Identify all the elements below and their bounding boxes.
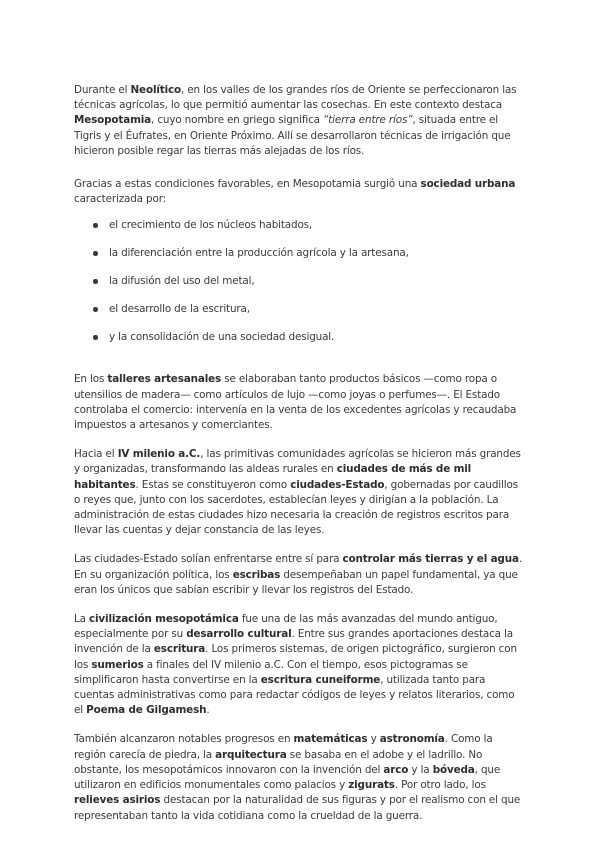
text: . Estas se constituyeron como (135, 478, 291, 491)
bold-term: Mesopotamia (74, 114, 152, 127)
bold-term: sumerios (91, 658, 144, 671)
bold-term: arquitectura (215, 748, 287, 761)
text: , en los valles de los grandes ríos de Oriente se perfeccionaron las técnicas agrícolas, lo que permitió aumentar las cosechas. En este contexto destaca (74, 84, 517, 112)
text: . En su organización política, los (74, 553, 522, 581)
bold-term: escritura (153, 643, 206, 656)
paragraph-culture (74, 612, 522, 718)
text: Hacia el (74, 448, 118, 461)
list-item: y la consolidación de una sociedad desigual. (93, 330, 522, 358)
paragraph-neolithic (74, 83, 522, 159)
text: En los (74, 373, 108, 386)
text: y la (408, 763, 433, 776)
bold-term: sociedad urbana (420, 178, 516, 191)
text: . Entre sus grandes aportaciones destaca la invención de la (74, 628, 514, 656)
text: , cuyo nombre en griego significa (151, 114, 324, 127)
paragraph-scribes (74, 552, 522, 598)
bold-term: controlar más tierras y el agua (342, 553, 519, 566)
list-item: el desarrollo de la escritura, (93, 302, 522, 330)
text: También alcanzaron notables progresos en (74, 733, 294, 746)
text: . Como la región carecía de piedra, la (74, 733, 493, 761)
text: se basaba en el adobe y el ladrillo. No obstante, los mesopotámicos innovaron con la invención del (74, 748, 483, 776)
paragraph-urban-society (74, 177, 522, 207)
text: , que utilizaron en edificios monumentales como palacios y (74, 763, 501, 792)
paragraph-sciences (74, 732, 522, 823)
list-item: la diferenciación entre la producción agrícola y la artesana, (93, 246, 522, 274)
text: , las primitivas comunidades agrícolas se hicieron más grandes y organizadas, transformando las aldeas rurales en (74, 448, 521, 476)
bold-term: bóveda (432, 763, 475, 776)
text: . Los primeros sistemas, de origen pictográfico, surgieron con los (74, 643, 517, 671)
text: caracterizada por: (74, 193, 166, 206)
text: . Por otro lado, los (394, 779, 486, 792)
bold-term: escribas (232, 568, 281, 581)
bold-term: matemáticas (293, 733, 368, 746)
text: Durante el (74, 84, 131, 96)
text: fue una de las más avanzadas del mundo antiguo, especialmente por su (74, 613, 498, 641)
bold-term: arco (383, 763, 409, 776)
text: Gracias a estas condiciones favorables, en Mesopotamia surgió una (74, 178, 421, 191)
bullet-list (74, 218, 522, 358)
text: destacan por la naturalidad de sus figuras y por el realismo con el que representaban tanto la vida cotidiana como la crueldad de la guerra. (74, 794, 521, 822)
italic-term: “tierra entre ríos” (323, 114, 413, 127)
text: Las ciudades-Estado solían enfrentarse entre sí para (74, 553, 343, 566)
text: . (206, 704, 210, 717)
text: , gobernadas por caudillos o reyes que, junto con los sacerdotes, establecían leyes y dirigían a la población. La administración de estas ciudades hizo necesaria la creación de registros escritos para llevar las cuentas y dejar constancia de las leyes. (74, 478, 518, 537)
bold-term: ciudades de más de mil habitantes (74, 463, 472, 491)
text: , utilizada tanto para cuentas administrativas como para redactar códigos de leyes y relatos literarios, como el (74, 673, 515, 717)
list-item: la difusión del uso del metal, (93, 274, 522, 302)
bold-term: talleres artesanales (107, 373, 222, 386)
paragraph-workshops (74, 372, 522, 433)
bold-term: civilización mesopotámica (89, 613, 239, 626)
text: se elaboraban tanto productos básicos —como ropa o utensilios de madera— como artículos de lujo —como joyas o perfumes—. El Estado controlaba el comercio: intervenía en la venta de los excedentes agrícolas y recaudaba impuestos a artesanos y comerciantes. (74, 373, 517, 432)
bold-term: Poema de Gilgamesh (86, 704, 207, 717)
bold-term: IV milenio a.C. (117, 448, 201, 461)
bold-term: astronomía (379, 733, 445, 746)
bold-term: desarrollo cultural (186, 628, 292, 641)
text: y (367, 733, 380, 746)
text: a finales del IV milenio a.C. Con el tiempo, esos pictogramas se simplificaron hasta convertirse en la (74, 658, 468, 686)
text: La (74, 613, 90, 626)
bold-term: zigurats (348, 779, 395, 792)
text: desempeñaban un papel fundamental, ya que eran los únicos que sabían escribir y llevar los registros del Estado. (74, 568, 518, 596)
bold-term: Neolítico (130, 84, 181, 96)
list-item: el crecimiento de los núcleos habitados, (93, 218, 522, 246)
bold-term: relieves asirios (74, 794, 161, 807)
text: , situada entre el Tigris y el Éufrates, en Oriente Próximo. Allí se desarrollaron técnicas de irrigación que hicieron posible regar las tierras más alejadas de los ríos. (74, 114, 511, 157)
bold-term: escritura cuneiforme (260, 673, 381, 686)
paragraph-city-states (74, 447, 522, 538)
bold-term: ciudades-Estado (290, 478, 385, 491)
